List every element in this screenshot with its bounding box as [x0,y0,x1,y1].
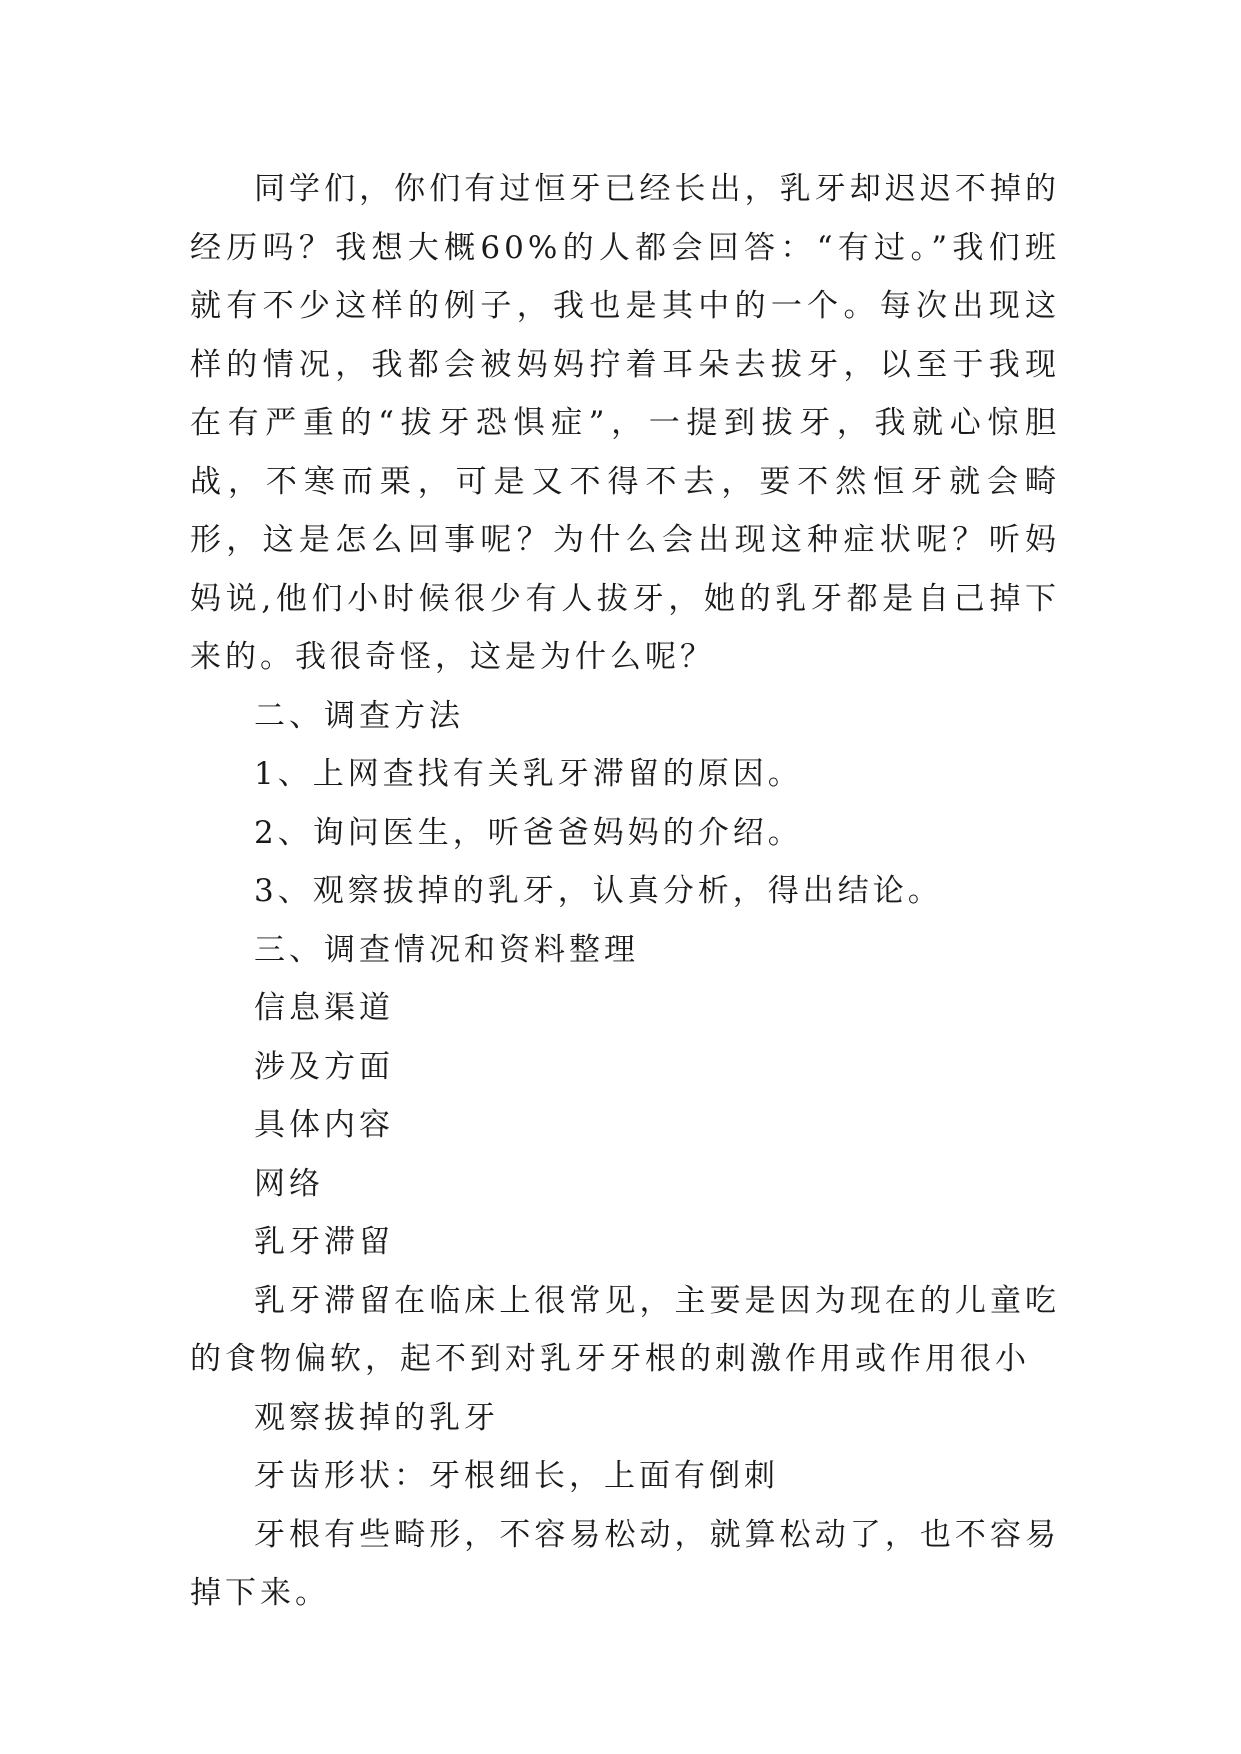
table-header-content: 具体内容 [254,1107,394,1143]
row1-aspect: 乳牙滞留 [254,1224,394,1260]
row1-channel: 网络 [254,1165,324,1202]
table-header-channel: 信息渠道 [254,990,394,1026]
row2-aspect: 牙齿形状：牙根细长，上面有倒刺 [254,1458,779,1494]
row1-content: 乳牙滞留在临床上很常见，主要是因为现在的儿童吃的食物偏软，起不到对乳牙牙根的刺激作用或作用很小 [190,1282,1060,1377]
row2-channel: 观察拔掉的乳牙 [254,1399,499,1436]
method-item-1: 1、上网查找有关乳牙滞留的原因。 [254,756,803,792]
method-item-2: 2、询问医生，听爸爸妈妈的介绍。 [254,814,803,851]
section-heading-survey-methods: 二、调查方法 [254,697,464,734]
method-item-3: 3、观察拔掉的乳牙，认真分析，得出结论。 [254,873,943,909]
intro-paragraph: 同学们，你们有过恒牙已经长出，乳牙却迟迟不掉的经历吗？我想大概60%的人都会回答：“有过。”我们班就有不少这样的例子，我也是其中的一个。每次出现这样的情况，我都会被妈妈拧着耳朵去拔牙，以至于我现在有严重的“拔牙恐惧症”，一提到拔牙，我就心惊胆战，不寒而栗，可是又不得不去，要不然恒牙就会畸形，这是怎么回事呢？为什么会出现这种症状呢？听妈妈说,他们小时候很少有人拔牙，她的乳牙都是自己掉下来的。我很奇怪，这是为什么呢？ [190,171,1060,675]
table-header-aspect: 涉及方面 [254,1048,394,1085]
section-heading-survey-results: 三、调查情况和资料整理 [254,931,639,968]
row2-content: 牙根有些畸形，不容易松动，就算松动了，也不容易掉下来。 [190,1516,1060,1611]
document-body [190,160,1060,1623]
